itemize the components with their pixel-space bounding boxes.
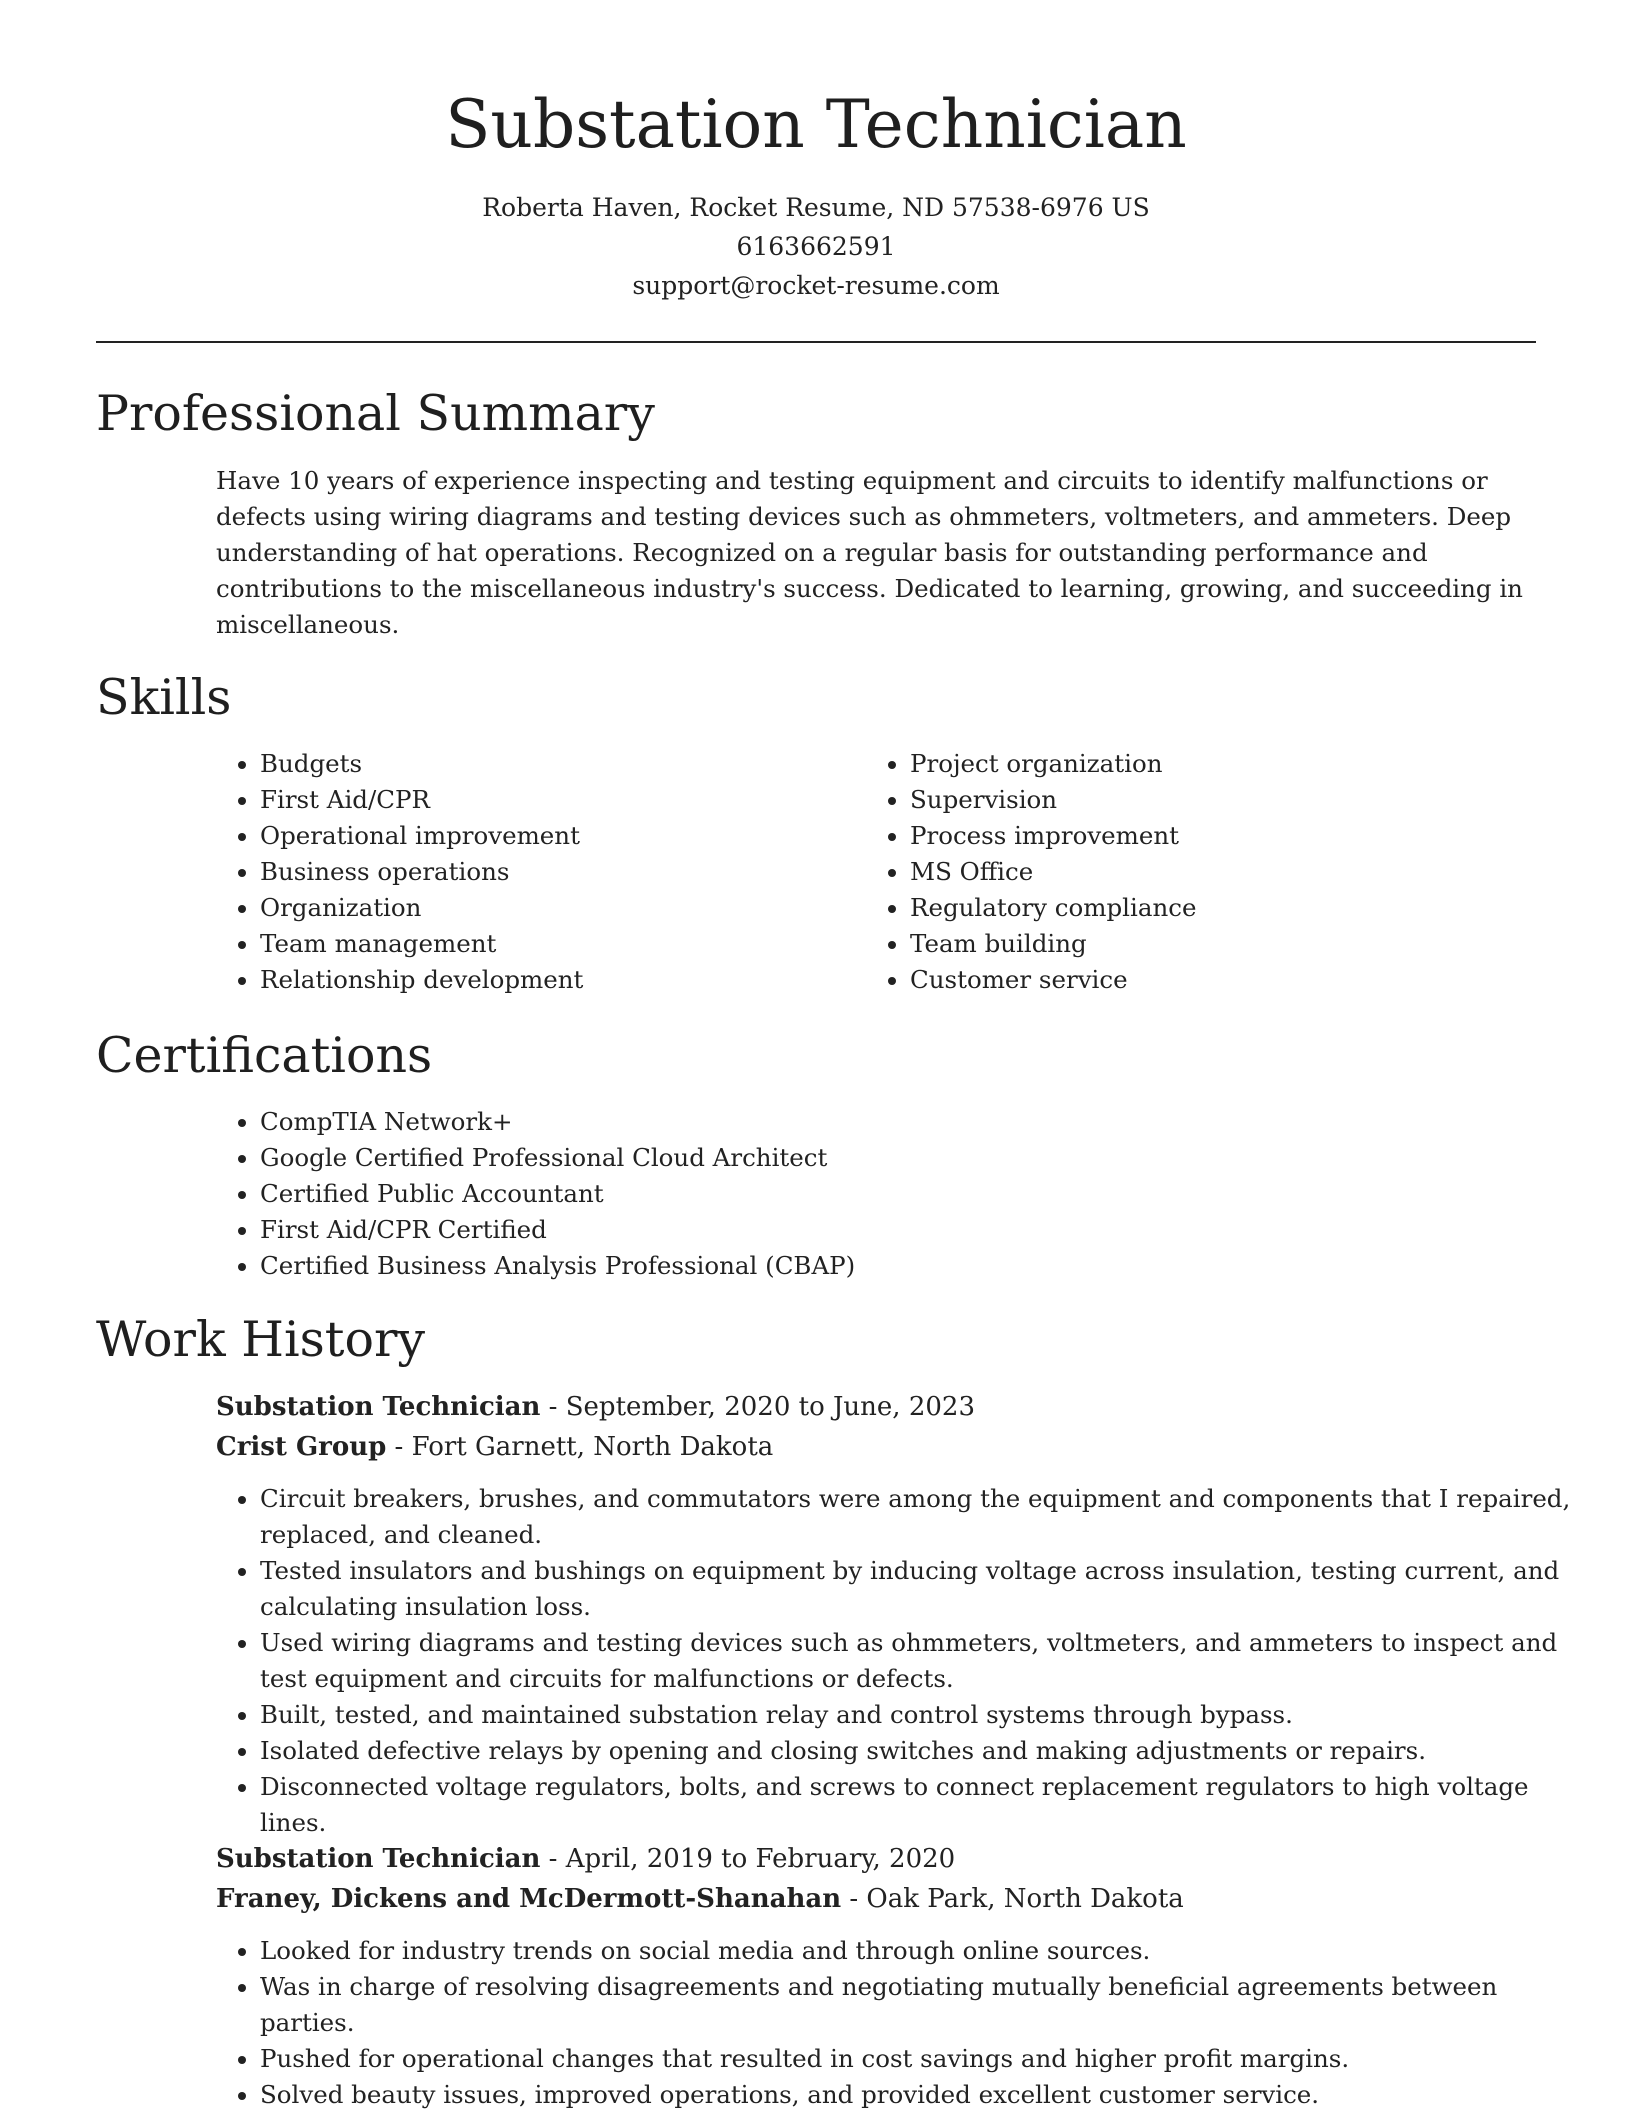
job-bullets: [216, 1481, 1580, 1841]
skill-item: • Regulatory compliance: [910, 890, 1550, 926]
summary-text: Have 10 years of experience inspecting and testing equipment and circuits to identify malfunctions or defects using wiring diagrams and testing devices such as ohmmeters, voltmeters, and ammeters. Deep understanding of hat operations. Recognized on a regular basis for outstanding performance and contributions to the miscellaneous industry's success. Dedicated to learning, growing, and succeeding in miscellaneous.: [216, 466, 1523, 639]
skill-item: • Supervision: [910, 782, 1550, 818]
job-title: Substation Technician: [216, 1844, 541, 1874]
summary-heading: Professional Summary: [96, 385, 655, 442]
skills-list-right: [866, 746, 1550, 998]
skill-item: • Operational improvement: [260, 818, 820, 854]
skills-list-left: [216, 746, 820, 998]
job-title-line: [216, 1839, 955, 1879]
job-bullet: • Solved beauty issues, improved operations, and provided excellent customer service.: [260, 2077, 1580, 2113]
certification-item: • First Aid/CPR Certified: [260, 1212, 1550, 1248]
certifications-heading: Certifications: [96, 1027, 433, 1084]
certification-item: • Certified Public Accountant: [260, 1176, 1550, 1212]
job-bullet: • Disconnected voltage regulators, bolts, and screws to connect replacement regulators to high voltage lines.: [260, 1769, 1580, 1841]
header-divider: [96, 341, 1536, 343]
job-bullet: • Looked for industry trends on social media and through online sources.: [260, 1933, 1580, 1969]
skill-item: • Organization: [260, 890, 820, 926]
job-title: Substation Technician: [216, 1392, 541, 1422]
skill-item: • Business operations: [260, 854, 820, 890]
certifications-list: [216, 1104, 1550, 1284]
candidate-name: Substation Technician: [445, 86, 1187, 163]
skill-item: • Project organization: [910, 746, 1550, 782]
job-title-line: [216, 1387, 975, 1427]
job-bullet: • Used wiring diagrams and testing devices such as ohmmeters, voltmeters, and ammeters to inspect and test equipment and circuits for malfunctions or defects.: [260, 1625, 1580, 1697]
job-bullets: [216, 1933, 1580, 2113]
skill-item: • Team building: [910, 926, 1550, 962]
certification-item: • Google Certified Professional Cloud Architect: [260, 1140, 1550, 1176]
skill-item: • Customer service: [910, 962, 1550, 998]
skill-item: • Relationship development: [260, 962, 820, 998]
job-company-line: [216, 1427, 773, 1467]
skill-item: • MS Office: [910, 854, 1550, 890]
job-bullet: • Tested insulators and bushings on equipment by inducing voltage across insulation, testing current, and calculating insulation loss.: [260, 1553, 1580, 1625]
job-dates: - April, 2019 to February, 2020: [540, 1844, 956, 1874]
job-bullet: • Isolated defective relays by opening and closing switches and making adjustments or repairs.: [260, 1733, 1580, 1769]
skill-item: • Process improvement: [910, 818, 1550, 854]
certification-item: • Certified Business Analysis Professional (CBAP): [260, 1248, 1550, 1284]
skills-heading: Skills: [96, 669, 232, 726]
job-company: Franey, Dickens and McDermott-Shanahan: [216, 1884, 842, 1914]
skill-item: • First Aid/CPR: [260, 782, 820, 818]
job-bullet: • Built, tested, and maintained substation relay and control systems through bypass.: [260, 1697, 1580, 1733]
job-bullet: • Circuit breakers, brushes, and commutators were among the equipment and components that I repaired, replaced, and cleaned.: [260, 1481, 1580, 1553]
job-location: - Fort Garnett, North Dakota: [386, 1432, 774, 1462]
skill-item: • Team management: [260, 926, 820, 962]
job-dates: - September, 2020 to June, 2023: [540, 1392, 975, 1422]
contact-email: support@rocket-resume.com: [632, 271, 1000, 300]
work-history-heading: Work History: [96, 1311, 426, 1368]
certification-item: • CompTIA Network+: [260, 1104, 1550, 1140]
job-bullet: • Was in charge of resolving disagreements and negotiating mutually beneficial agreements between parties.: [260, 1969, 1580, 2041]
job-company-line: [216, 1879, 1184, 1919]
skill-item: • Budgets: [260, 746, 820, 782]
contact-address: Roberta Haven, Rocket Resume, ND 57538-6976 US: [482, 193, 1150, 222]
job-bullet: • Pushed for operational changes that resulted in cost savings and higher profit margins.: [260, 2041, 1580, 2077]
job-location: - Oak Park, North Dakota: [841, 1884, 1184, 1914]
contact-phone: 6163662591: [736, 232, 896, 261]
job-company: Crist Group: [216, 1432, 387, 1462]
